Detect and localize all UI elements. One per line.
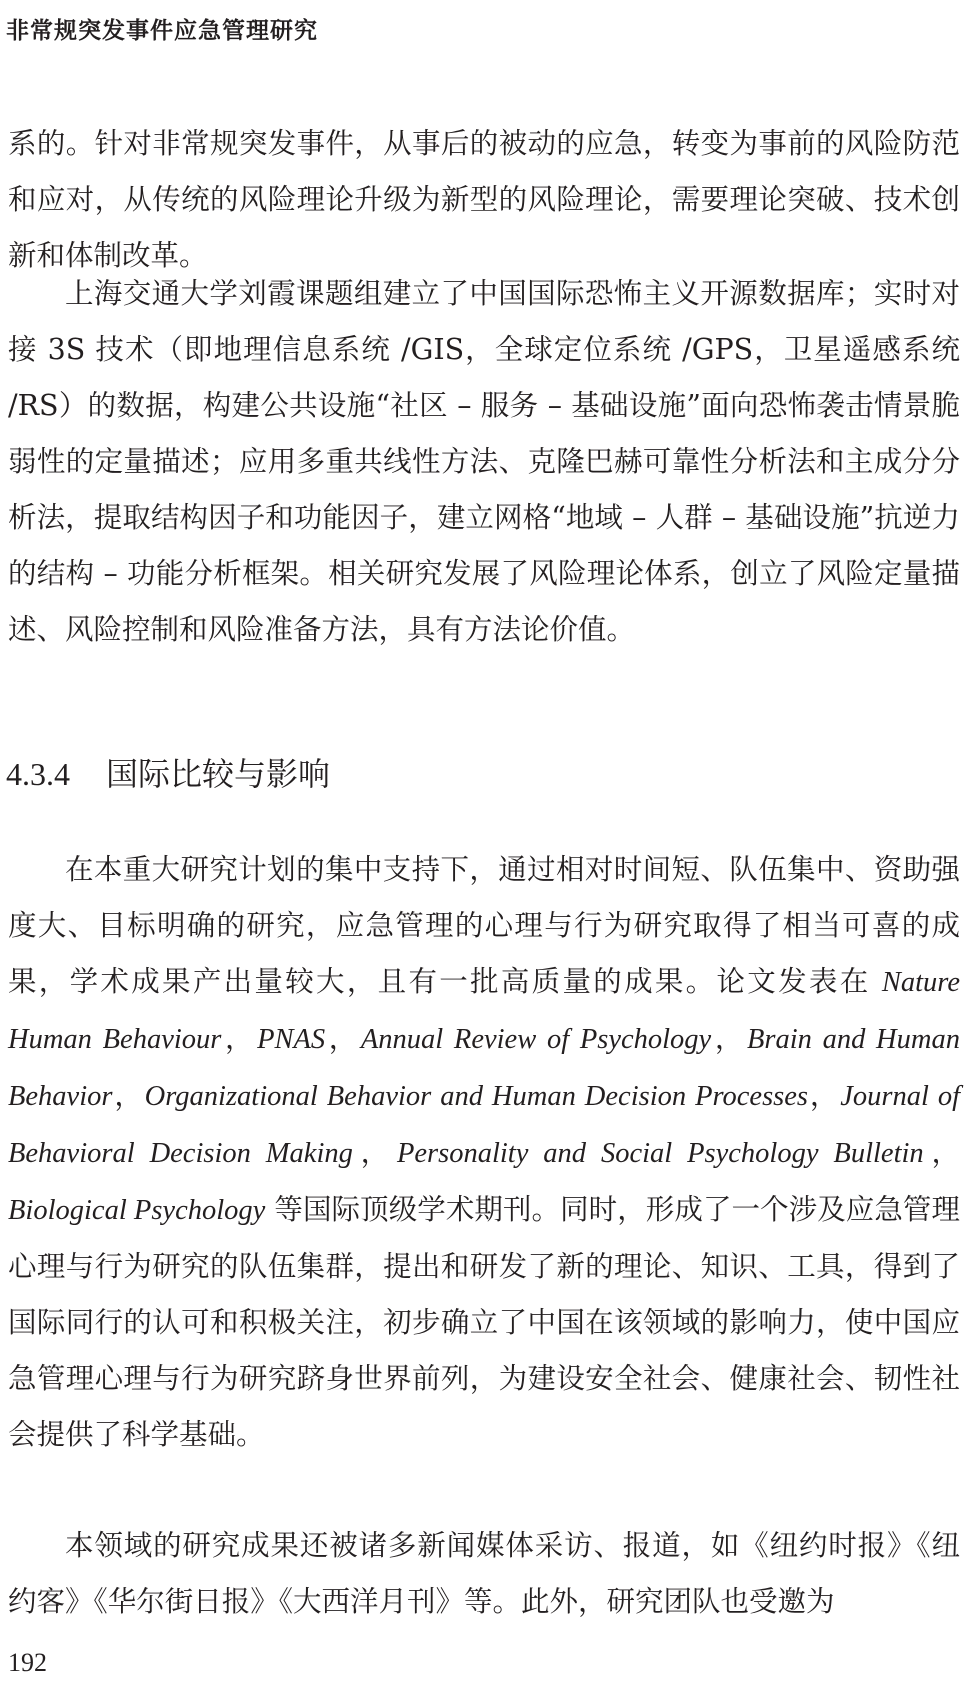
journal-name: Organizational Behavior and Human Decision Processes bbox=[144, 1081, 808, 1112]
journal-name: Journal of Behavioral Decision Making bbox=[8, 1081, 960, 1169]
section-number: 4.3.4 bbox=[6, 756, 70, 792]
journal-name: Brain and Human Behavior bbox=[8, 1024, 960, 1112]
journal-name: PNAS bbox=[257, 1024, 326, 1055]
paragraph-international-comparison bbox=[8, 842, 960, 1463]
paragraph-continuation: 系的。针对非常规突发事件，从事后的被动的应急，转变为事前的风险防范和应对，从传统的风险理论升级为新型的风险理论，需要理论突破、技术创新和体制改革。 bbox=[8, 127, 960, 272]
journal-name: Nature Human Behaviour bbox=[8, 967, 960, 1055]
separator: ， bbox=[352, 1136, 397, 1169]
section-heading bbox=[6, 752, 330, 796]
journal-name: Biological Psychology bbox=[8, 1195, 266, 1226]
separator: ， bbox=[711, 1022, 747, 1055]
separator: ， bbox=[923, 1136, 960, 1169]
page-number: 192 bbox=[8, 1648, 47, 1677]
paragraph-media-coverage: 本领域的研究成果还被诸多新闻媒体采访、报道，如《纽约时报》《纽约客》《华尔街日报》《大西洋月刊》等。此外，研究团队也受邀为 bbox=[8, 1529, 960, 1618]
para3-tail: 等国际顶级学术期刊。同时，形成了一个涉及应急管理心理与行为研究的队伍集群，提出和研发了新的理论、知识、工具，得到了国际同行的认可和积极关注，初步确立了中国在该领域的影响力，使中国应急管理心理与行为研究跻身世界前列，为建设安全社会、健康社会、韧性社会提供了科学基础。 bbox=[8, 1193, 960, 1451]
journal-name: Personality and Social Psychology Bulletin bbox=[396, 1138, 924, 1169]
section-title: 国际比较与影响 bbox=[106, 755, 331, 793]
separator: ， bbox=[325, 1022, 361, 1055]
para3-lead: 在本重大研究计划的集中支持下，通过相对时间短、队伍集中、资助强度大、目标明确的研究，应急管理的心理与行为研究取得了相当可喜的成果，学术成果产出量较大，且有一批高质量的成果。论文发表在 bbox=[8, 853, 960, 998]
separator: ， bbox=[112, 1079, 145, 1112]
separator: ， bbox=[808, 1079, 841, 1112]
journal-name: Annual Review of Psychology bbox=[360, 1024, 712, 1055]
paragraph-liu-xia-group: 上海交通大学刘霞课题组建立了中国国际恐怖主义开源数据库；实时对接 3S 技术（即地理信息系统 /GIS，全球定位系统 /GPS，卫星遥感系统 /RS）的数据，构建公共设施“社区 – 服务 – 基础设施”面向恐怖袭击情景脆弱性的定量描述；应用多重共线性方法、克隆巴赫可靠性分析法和主成分分析法，提取结构因子和功能因子，建立网格“地域 – 人群 – 基础设施”抗逆力的结构 – 功能分析框架。相关研究发展了风险理论体系，创立了风险定量描述、风险控制和风险准备方法，具有方法论价值。 bbox=[8, 277, 960, 646]
running-head: 非常规突发事件应急管理研究 bbox=[6, 18, 318, 44]
separator: ， bbox=[221, 1022, 258, 1055]
